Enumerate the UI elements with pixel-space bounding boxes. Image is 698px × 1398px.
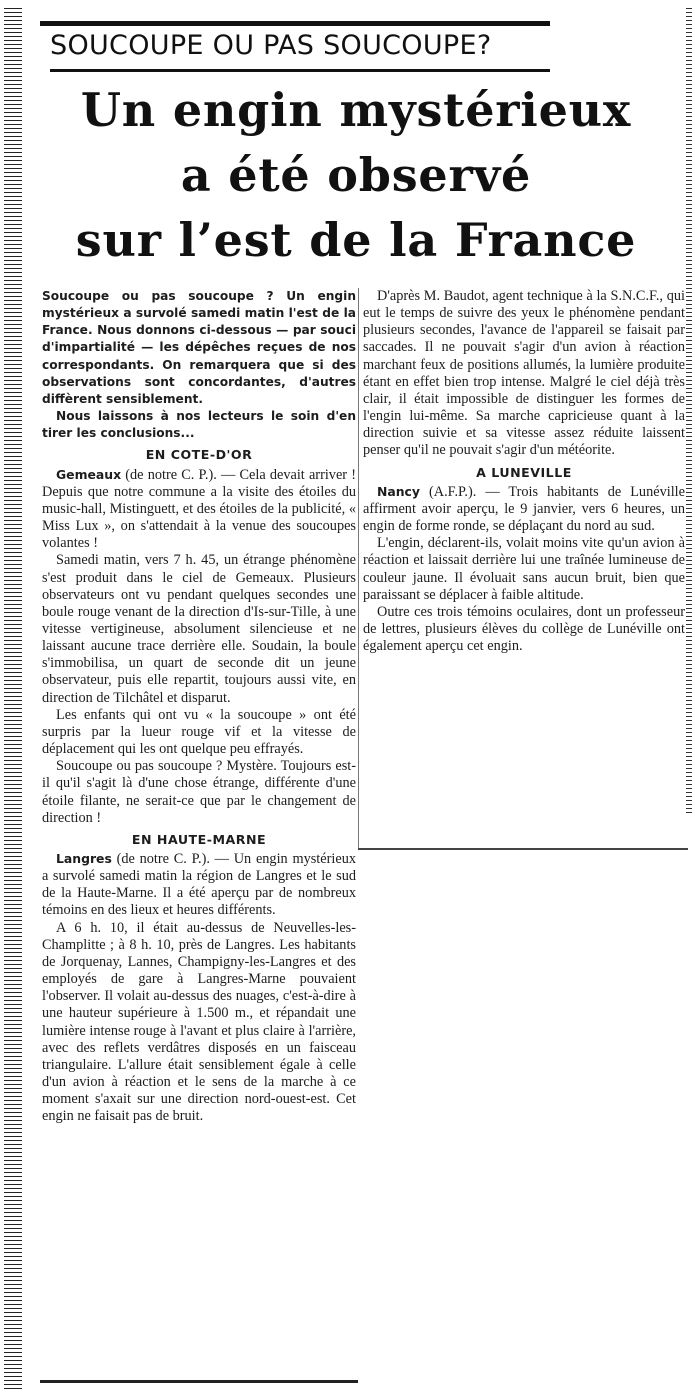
intro-paragraph: Soucoupe ou pas soucoupe ? Un engin mystérieux a survolé samedi matin l'est de la France. Nous donnons ci-dessous — par souci d'impartialité — les dépêches reçues de nos correspondants. On remarquera que si des observations sont concordantes, d'autres diffèrent sensiblement.	[42, 289, 356, 406]
dateline-nancy: Nancy	[377, 483, 420, 499]
luneville-paragraph-2: L'engin, déclarent-ils, volait moins vite qu'un avion à réaction et laissait derrière lui une traînée lumineuse de couleur jaune. Il évoluait sans aucun bruit, bien que paraissant se déplacer à faible altitude.	[363, 535, 685, 603]
kicker-box	[40, 21, 550, 71]
dateline-langres: Langres	[56, 851, 112, 866]
baudot-paragraph: D'après M. Baudot, agent technique à la S.N.C.F., qui eut le temps de suivre des yeux le phénomène pendant plusieurs secondes, l'avance de l'appareil se faisait par saccades. Il ne pouvait s'agir d'un avion à réaction marchant feux de positions allumés, la lumière produite étant en effet bien trop intense. Malgré le ciel déjà très clair, il était impossible de distinguer les formes de l'engin lui-même. Sa marche capricieuse quant à la direction suivie et sa vitesse assez réduite laissent penser qu'il ne pouvait s'agir d'un météorite.	[363, 288, 685, 459]
left-column-end-rule	[40, 1380, 358, 1383]
intro-conclusion: Nous laissons à nos lecteurs le soin d'en tirer les conclusions...	[42, 409, 356, 441]
dateline-gemeaux: Gemeaux	[56, 466, 122, 482]
cote-dor-paragraph-4: Soucoupe ou pas soucoupe ? Mystère. Toujours est-il qu'il s'agit là d'une chose étrange, différente d'une étoile filante, ne serait-ce que par le changement de direction !	[42, 758, 356, 826]
cote-dor-paragraph-1	[42, 466, 356, 553]
cote-dor-paragraph-3: Les enfants qui ont vu « la soucoupe » ont été surpris par la lueur rouge vif et la vitesse de déplacement qui les ont quelque peu effrayés.	[42, 706, 356, 758]
luneville-p1-text: (A.F.P.). — Trois habitants de Lunéville affirment avoir aperçu, le 9 janvier, vers 6 heures, un engin de forme ronde, se déplaçant du nord au sud.	[363, 483, 685, 535]
haute-marne-paragraph-1	[42, 850, 356, 920]
section-heading-cote-dor: EN COTE-D'OR	[145, 447, 253, 463]
section-heading-haute-marne: EN HAUTE-MARNE	[131, 831, 267, 847]
headline-line-2: a été observé	[180, 148, 532, 202]
left-border-hatching	[4, 8, 22, 1390]
kicker-top-rule	[40, 21, 550, 26]
haute-marne-paragraph-2: A 6 h. 10, il était au-dessus de Neuvelles-les-Champlitte ; à 8 h. 10, près de Langres. Les habitants de Jorquenay, Lannes, Champigny-les-Langres et des employés de gare à Langres-Marne pouvaient l'observer. Il volait au-dessus des nuages, c'est-à-dire à une hauteur supérieure à 1.500 m., et répandait une lumière intense rouge à l'avant et plus claire à l'arrière, avec des reflets verdâtres disposés en un faisceau triangulaire. L'allure était sensiblement égale à celle d'un avion à réaction et le sens de la marche à ce moment s'axait sur une direction nord-ouest-est. Cet engin ne faisait pas de bruit.	[42, 919, 356, 1125]
luneville-paragraph-1	[363, 483, 685, 535]
headline-line-3: sur l’est de la France	[75, 213, 637, 267]
haute-marne-p1-text: (de notre C. P.). — Un engin mystérieux a survolé samedi matin la région de Langres et le sud de la Haute-Marne. Il a été aperçu par de nombreux témoins en des lieux et heures différents.	[42, 851, 356, 919]
headline	[26, 78, 686, 273]
headline-line-1: Un engin mystérieux	[80, 83, 632, 137]
luneville-paragraph-3: Outre ces trois témoins oculaires, dont un professeur de lettres, plusieurs élèves du collège de Lunéville ont également aperçu cet engin.	[363, 603, 685, 655]
cote-dor-p1-text: (de notre C. P.). — Cela devait arriver ! Depuis que notre commune a la visite des étoiles du music-hall, Mistinguett, et des étoiles de la publicité, « Miss Lux », on s'attendait à la venue des soucoupes volantes !	[42, 466, 356, 552]
cote-dor-paragraph-2: Samedi matin, vers 7 h. 45, un étrange phénomène s'est produit dans le ciel de Gemeaux. Plusieurs observateurs ont vu pendant quelques secondes une boule rouge venant de la direction d'Is-sur-Tille, à une vitesse vertigineuse, absolument silencieuse et ne laissant aucune trace derrière elle. Soudain, la boule s'immobilisa, un quart de seconde dit un jeune observateur, puis elle repartit, toujours aussi vite, en direction de Tilchâtel et disparut.	[42, 552, 356, 706]
kicker-bottom-rule	[50, 69, 550, 72]
kicker: SOUCOUPE OU PAS SOUCOUPE?	[50, 30, 492, 61]
column-right	[363, 288, 685, 655]
right-border-hatching	[686, 8, 692, 816]
right-column-end-rule	[358, 848, 688, 850]
column-divider	[358, 288, 359, 848]
section-heading-luneville: A LUNEVILLE	[476, 464, 572, 480]
column-left	[42, 288, 356, 1126]
